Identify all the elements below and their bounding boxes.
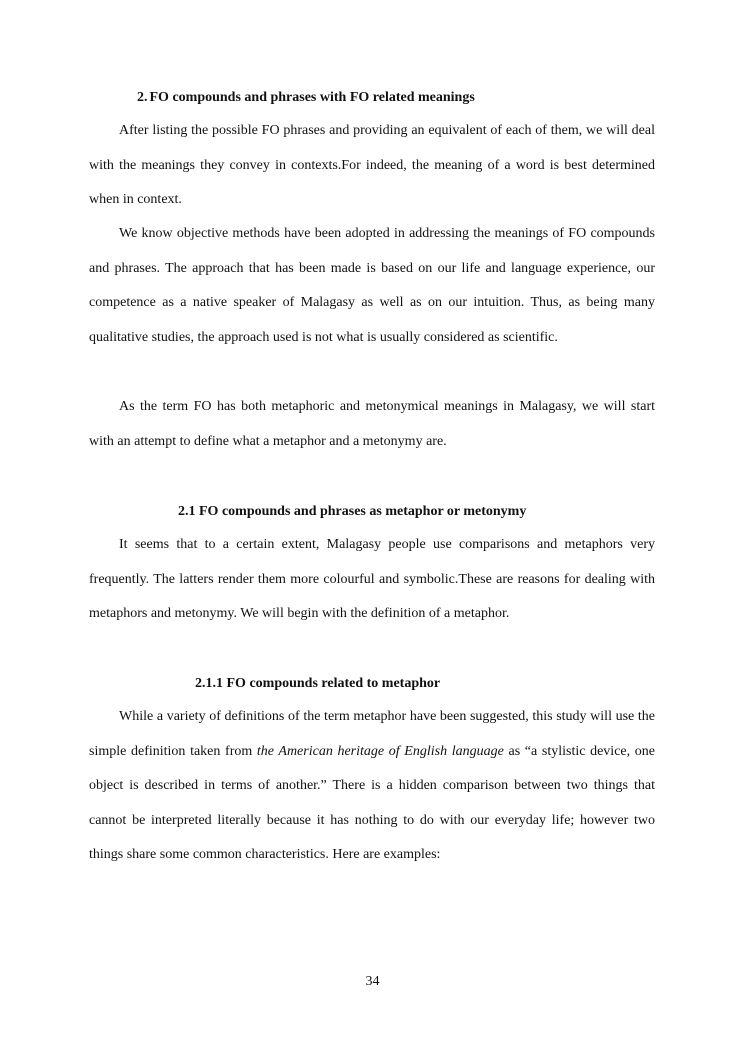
definition-text-before: While a variety of definitions of the term metaphor have been suggested, this study will use the simple definition taken from (89, 709, 655, 759)
subsection-heading-2-1: 2.1 FO compounds and phrases as metaphor or metonymy (178, 504, 527, 519)
paragraph-intro: After listing the possible FO phrases and providing an equivalent of each of them, we will deal with the meanings they convey in contexts.For indeed, the meaning of a word is best determined when in context. (89, 123, 655, 207)
paragraph-term-fo: As the term FO has both metaphoric and metonymical meanings in Malagasy, we will start with an attempt to define what a metaphor and a metonymy are. (89, 399, 655, 449)
paragraph-comparisons: It seems that to a certain extent, Malagasy people use comparisons and metaphors very frequently. The latters render them more colourful and symbolic.These are reasons for dealing with metaphors and metonymy. We will begin with the definition of a metaphor. (89, 537, 655, 621)
definition-text-after: as “a stylistic device, one object is described in terms of another.” There is a hidden comparison between two things that cannot be interpreted literally because it has nothing to do with our everyday life; however two things share some common characteristics. Here are examples: (89, 743, 655, 862)
source-title-italic: the American heritage of English language (256, 743, 504, 759)
page-number: 34 (365, 974, 380, 989)
paragraph-metaphor-definition (89, 700, 655, 873)
section-heading-2 (137, 89, 475, 107)
section-title: FO compounds and phrases with FO related meanings (149, 90, 475, 105)
section-number: 2. (137, 90, 148, 105)
subsection-heading-2-1-1: 2.1.1 FO compounds related to metaphor (195, 676, 441, 691)
paragraph-methods: We know objective methods have been adopted in addressing the meanings of FO compounds and phrases. The approach that has been made is based on our life and language experience, our competence as a native speaker of Malagasy as well as on our intuition. Thus, as being many qualitative studies, the approach used is not what is usually considered as scientific. (89, 226, 655, 345)
